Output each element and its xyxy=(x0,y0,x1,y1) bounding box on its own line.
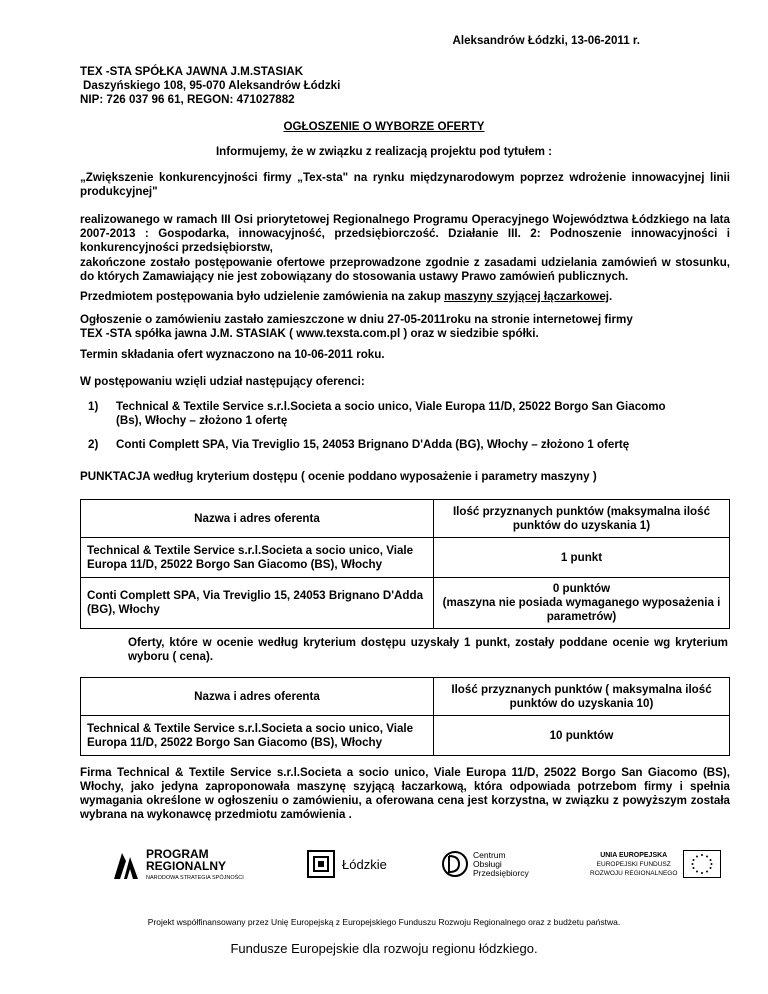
table-row xyxy=(81,716,730,756)
table-cell-points: 1 punkt xyxy=(434,538,730,578)
table-row xyxy=(81,578,730,629)
footer-slogan: Fundusze Europejskie dla rozwoju regionu łódzkiego. xyxy=(230,941,538,956)
company-address: Daszyńskiego 108, 95-070 Aleksandrów Łódzki xyxy=(83,79,341,92)
participants-intro: W postępowaniu wzięli udział następujący oferenci: xyxy=(80,375,365,388)
table-header-cell: Ilość przyznanych punktów ( maksymalna ilość punktów do uzyskania 10) xyxy=(434,678,730,716)
centrum-line3: Przedsiębiorcy xyxy=(473,867,529,878)
subject-item: maszyny szyjącej łączarkowej xyxy=(444,290,609,303)
centrum-obslugi-icon xyxy=(441,848,469,880)
page-title: OGŁOSZENIE O WYBORZE OFERTY xyxy=(283,120,485,133)
program-text: realizowanego w ramach III Osi priorytetowej Regionalnego Programu Operacyjnego Województwa Łódzkiego na lata 2007-2013 : Gospodarka, innowacyjność, przedsiębiorczość. Działanie III. 2: Podnoszenie innowacyjności i konkurencyjności przedsiębiorstw, xyxy=(80,213,730,254)
table-header-cell: Nazwa i adres oferenta xyxy=(81,678,434,716)
announcement-line2: TEX -STA spółka jawna J.M. STASIAK ( www.texsta.com.pl ) oraz w siedzibie spółki. xyxy=(80,327,539,340)
program-regionalny-logo xyxy=(112,848,244,884)
program-regionalny-icon xyxy=(112,851,140,881)
program-line1: PROGRAM xyxy=(146,847,209,861)
list-item xyxy=(88,400,688,428)
lodzkie-icon xyxy=(306,849,336,879)
scoring-table-price xyxy=(80,677,730,756)
intro-text: Informujemy, że w związku z realizacją projektu pod tytułem : xyxy=(215,145,553,158)
list-item-text: Technical & Textile Service s.r.l.Societa a socio unico, Viale Europa 11/D, 25022 Borgo San Giacomo (Bs), Włochy – złożono 1 ofertę xyxy=(116,400,666,427)
subject-text xyxy=(80,290,730,304)
footer-cofinancing: Projekt współfinansowany przez Unię Europejską z Europejskiego Funduszu Rozwoju Regionalnego oraz z budżetu państwa. xyxy=(147,917,621,927)
subject-suffix: . xyxy=(609,290,613,303)
company-name: TEX -STA SPÓŁKA JAWNA J.M.STASIAK xyxy=(80,65,304,78)
conclusion-text: Firma Technical & Textile Service s.r.l.Societa a socio unico, Viale Europa 11/D, 25022 Borgo San Giacomo (BS), Włochy, jako jedyna zaproponowała maszynę szyjącą łaczarkową, która odpowiada potrzebom firmy i spełnia wymagania określone w ogłoszeniu o zamówieniu, a oferowana cena jest korzystna, w związku z powyższym została wybrana na wykonawcę przedmiotu zamówienia . xyxy=(80,766,730,821)
table-cell-name: Conti Complett SPA, Via Treviglio 15, 24053 Brignano D'Adda (BG), Włochy xyxy=(81,578,434,629)
ue-line1: UNIA EUROPEJSKA xyxy=(600,851,668,859)
table-header-cell: Nazwa i adres oferenta xyxy=(81,500,434,538)
list-item-number: 2) xyxy=(88,438,99,451)
lodzkie-text: Łódzkie xyxy=(342,856,387,872)
announcement-line1: Ogłoszenie o zamówieniu zastało zamieszczone w dniu 27-05-2011roku na stronie internetowej firmy xyxy=(80,313,633,326)
participants-list xyxy=(88,400,688,452)
eu-logo xyxy=(590,850,721,878)
table-cell-name: Technical & Textile Service s.r.l.Societa a socio unico, Viale Europa 11/D, 25022 Borgo San Giacomo (BS), Włochy xyxy=(81,716,434,756)
table-cell-name: Technical & Textile Service s.r.l.Societa a socio unico, Viale Europa 11/D, 25022 Borgo San Giacomo (BS), Włochy xyxy=(81,538,434,578)
list-item-number: 1) xyxy=(88,400,99,413)
deadline-text: Termin składania ofert wyznaczono na 10-06-2011 roku. xyxy=(80,348,385,361)
company-ids: NIP: 726 037 96 61, REGON: 471027882 xyxy=(80,93,295,106)
program-line3: NARODOWA STRATEGIA SPÓJNOŚCI xyxy=(146,875,244,881)
eu-flag-icon xyxy=(683,850,721,878)
company-block xyxy=(80,65,340,107)
completion-text: zakończone zostało postępowanie ofertowe przeprowadzone zgodnie z zasadami udzielania zamówień w stosunku, do których Zamawiający nie jest zobowiązany do stosowania ustawy Prawo zamówień publicznych. xyxy=(80,256,730,283)
list-item-text: Conti Complett SPA, Via Treviglio 15, 24053 Brignano D'Adda (BG), Włochy – złożono 1 ofertę xyxy=(116,438,630,451)
subject-prefix: Przedmiotem postępowania było udzielenie zamówienia na zakup xyxy=(80,290,444,303)
centrum-line1: Centrum xyxy=(473,849,506,860)
lodzkie-logo xyxy=(306,849,387,879)
project-title: „Zwiększenie konkurencyjności firmy „Tex-sta" na rynku międzynarodowym poprzez wdrożenie innowacyjnej linii produkcyjnej" xyxy=(80,171,730,198)
table-row xyxy=(81,538,730,578)
points-value: 0 punktów xyxy=(552,582,611,595)
ue-line3: ROZWOJU REGIONALNEGO xyxy=(590,869,678,877)
table-header-cell: Ilość przyznanych punktów (maksymalna ilość punktów do uzyskania 1) xyxy=(434,500,730,538)
centrum-line2: Obsługi xyxy=(473,858,502,869)
ue-line2: EUROPEJSKI FUNDUSZ xyxy=(596,860,671,868)
points-note: (maszyna nie posiada wymaganego wyposażenia i parametrów) xyxy=(442,596,721,623)
centrum-obslugi-logo xyxy=(441,848,529,880)
table-header-row xyxy=(81,500,730,538)
date-line: Aleksandrów Łódzki, 13-06-2011 r. xyxy=(452,34,640,47)
table-header-row xyxy=(81,678,730,716)
scoring-heading: PUNKTACJA według kryterium dostępu ( ocenie poddano wyposażenie i parametry maszyny ) xyxy=(80,470,597,483)
scoring-table-access xyxy=(80,499,730,629)
announcement-text xyxy=(80,313,730,341)
table-cell-points: 10 punktów xyxy=(434,716,730,756)
list-item xyxy=(88,438,688,452)
program-line2: REGIONALNY xyxy=(146,859,227,873)
table-cell-points xyxy=(434,578,730,629)
between-text: Oferty, które w ocenie według kryterium dostępu uzyskały 1 punkt, zostały poddane ocenie wg kryterium wyboru ( cena). xyxy=(128,636,728,663)
